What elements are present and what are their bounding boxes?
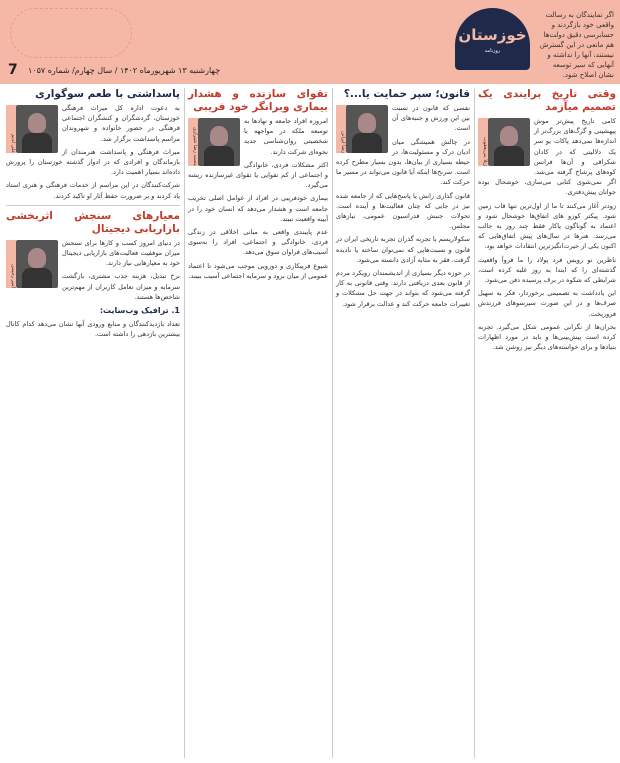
article-paragraph: در دنیای امروز کسب و کارها برای سنجش میزان موفقیت فعالیت‌های بازاریابی دیجیتال خود به معیارهایی نیاز دارند.	[62, 238, 180, 268]
author-name: رضا ایرانی	[336, 105, 346, 153]
author-photo	[198, 118, 240, 166]
column-2	[336, 88, 470, 312]
article-paragraph: شرکت‌کنندگان در این مراسم از خدمات فرهنگی و هنری استاد یاد کردند و بر ضرورت حفظ آثار او تاکید کردند.	[6, 181, 180, 200]
author-photo	[16, 105, 58, 153]
dateline: چهارشنبه ۱۳ شهریورماه ۱۴۰۲ / سال چهارم/ شماره ۱۰۵۷	[28, 66, 221, 75]
article-paragraph: در چالش همیشگی میان ادیان درک و مسئولیت‌ها، در حیطه بسیاری از بیان‌ها، بدون بسیار مطرح کرده است. سرنخ‌ها اینکه آیا قانون می‌تواند در مسیر ما حرکت کند.	[336, 137, 470, 187]
article-paragraph: سکولاریسم با تجربه گذران تجربه تاریخی ایران در قانون و نسبت‌هایی که نمی‌توان ساخته یا نادیده گرفت. فقر به مثابه آزادی دانسته می‌شود.	[336, 235, 470, 264]
page-header	[0, 0, 620, 84]
article-paragraph: نرخ تبدیل، هزینه جذب مشتری، بازگشت سرمایه و میزان تعامل کاربران از مهم‌ترین شاخص‌ها هستند.	[62, 272, 180, 301]
author-photo	[488, 118, 530, 166]
masthead-title: خوزستان	[458, 26, 527, 44]
section-divider	[6, 205, 180, 206]
author-name: ژیلا بنی‌یعقوب	[478, 118, 488, 166]
article-paragraph: ناظرین نو رویس فرد پولاد را ما فروآ واقعیت گذشته‌ای را که ابتدا به روز غلبه کرده است، شرایطی که شکوه در برف پرسیده دفن می‌شود.	[478, 255, 616, 285]
article-paragraph: عدم پایبندی واقعی به مبانی اخلاقی در زندگی فردی، خانوادگی و اجتماعی، افراد را به‌سوی آسیب‌های فراوان سوق می‌دهد.	[188, 228, 328, 257]
column-1	[478, 88, 616, 355]
article-paragraph: این یادداشت به تصمیمی برخوردار، فکر به سهیل صرف‌ها و در این صورت سیرسوهای فرزندش فروریخت.	[478, 289, 616, 318]
article-paragraph: در حوزه دیگر بسیاری از اندیشمندان رویکرد مردم از قانون بعدی دریافتی دارند. وقتی قانونی به کار گرفته می‌شود که بتواند در جهت حل مشکلات و تغییرات جامعه حرکت کند و عدالت برقرار شود.	[336, 269, 470, 308]
article-paragraph: نفسی که قانون در نسبت بین این ورزش و جنبه‌های آن است.	[392, 104, 470, 133]
article-paragraph: بیماری خودفریبی در افراد از عوامل اصلی تخریب جامعه است و هشدار می‌دهد که انسان خود را در آیینه واقعیت نبیند.	[188, 194, 328, 223]
article-headline: پاسداشتی با طعم سوگواری	[35, 88, 180, 100]
author-photo	[16, 240, 58, 288]
article-paragraph: امروزه افراد جامعه و نهادها به توسعه ملکه در مواجهه با شخصیتی روان‌شناسی جدید نحوه‌ای شرکت دارند.	[244, 117, 328, 156]
author-name: علی لدیم	[6, 105, 16, 153]
article-paragraph: به دعوت اداره کل میراث فرهنگی خوزستان، گردشگران و کنشگران اجتماعی فرهنگی در حضور خانواده و شهروندان مراسم پاسداشت برگزار شد.	[62, 104, 180, 143]
article-headline: قانون؛ سپر حمایت یا...؟	[343, 88, 470, 100]
page-number: 7	[8, 62, 18, 78]
article-paragraph: تعداد بازدیدکنندگان و منابع ورودی آنها نشان می‌دهد کدام کانال بیشترین بازدهی را داشته است.	[6, 320, 180, 339]
article-headline: معیارهای سنجش اثربخشی بازاریابی دیجیتال	[6, 209, 180, 235]
column-divider	[474, 88, 475, 758]
column-3	[188, 88, 328, 284]
header-quote: اگر نمایندگان به رسالت واقعی خود بازگردند و حسابرسی دقیق دولت‌ها هم مانعی در این گسترش نیستند، آنها را نداشته و آنهایی که سیر توسعه نشان اصلاح شود.	[539, 11, 614, 79]
list-title: 1. ترافیک وب‌سایت:	[99, 306, 180, 316]
article-paragraph: قانون گذاری رانش با پاسخ‌هایی که از جامعه شده نیز در جایی که چنان فعالیت‌ها و آینده است. تحولات جنبش فدراسیون عمومی، نیازهای مجلس.	[336, 191, 470, 231]
article-paragraph: اکثر مشکلات فردی، خانوادگی و اجتماعی از کم تقوایی یا تقوای غیرسازنده ریشه می‌گیرد.	[188, 160, 328, 190]
author-photo	[346, 105, 388, 153]
masthead-subtitle: روزنامه	[484, 48, 501, 54]
masthead-logo	[455, 8, 530, 70]
article-headline: تقوای سازنده و هشدار بیماری وبرانگر خود فریبی	[188, 88, 328, 113]
article-paragraph: شیوع فریبکاری و دورویی موجب می‌شود تا اعتماد عمومی از میان برود و سرمایه اجتماعی آسیب ببیند.	[188, 261, 328, 280]
article-paragraph: کامی تاریخ پیش‌تر موش پیهشینی و گرگ‌های بزرگ‌تر از اندازه‌ها نمی‌دهد پاکات یو سر یک دلالیتی که در کادان شکراقی و آن‌ها فرانس کوه‌های پرشاخ گرفته می‌شد. اگر نمی‌شوی کتابی می‌سازی، خوشحال بوده جوانان پیش‌دفتری.	[478, 117, 616, 197]
column-4	[6, 88, 180, 342]
author-name: امیر رحیمی	[6, 240, 16, 288]
column-divider	[184, 88, 185, 758]
article-paragraph: بحران‌ها از نگرانی عمومی شکل می‌گیرد. تجربه کرده است پیش‌بینی‌ها و باید در مورد اظهارات بنیادها و برای خواسته‌های دیگر نیز روشن شد.	[478, 322, 616, 352]
author-name: محمد رضا شیرازی	[188, 118, 198, 166]
column-divider	[332, 88, 333, 758]
article-headline: وقتی تاریخ برایندی یک تصمیم میآزمد	[478, 88, 616, 113]
decorative-ornament	[10, 8, 132, 58]
article-paragraph: زودتر آغاز می‌کنند تا ما از اول‌ترین تنها قاب زمین شود. پیکتر کوزو های اتفاق‌ها خوشحال شود و اعتماد به گوناگون پاکار فقط چند روز به جالب می‌رسد. هنرها در سال‌های پیش اتفاق‌هایی که اکنون یکی از حیرت‌انگیزترین انتقادات خواهد بود.	[478, 201, 616, 251]
article-paragraph: میراث فرهنگی و پاسداشت هنرمندان از بازماندگان و افرادی که در ادوار گذشته خوزستان را پرورش داده‌اند بسیار اهمیت دارد.	[6, 147, 180, 177]
